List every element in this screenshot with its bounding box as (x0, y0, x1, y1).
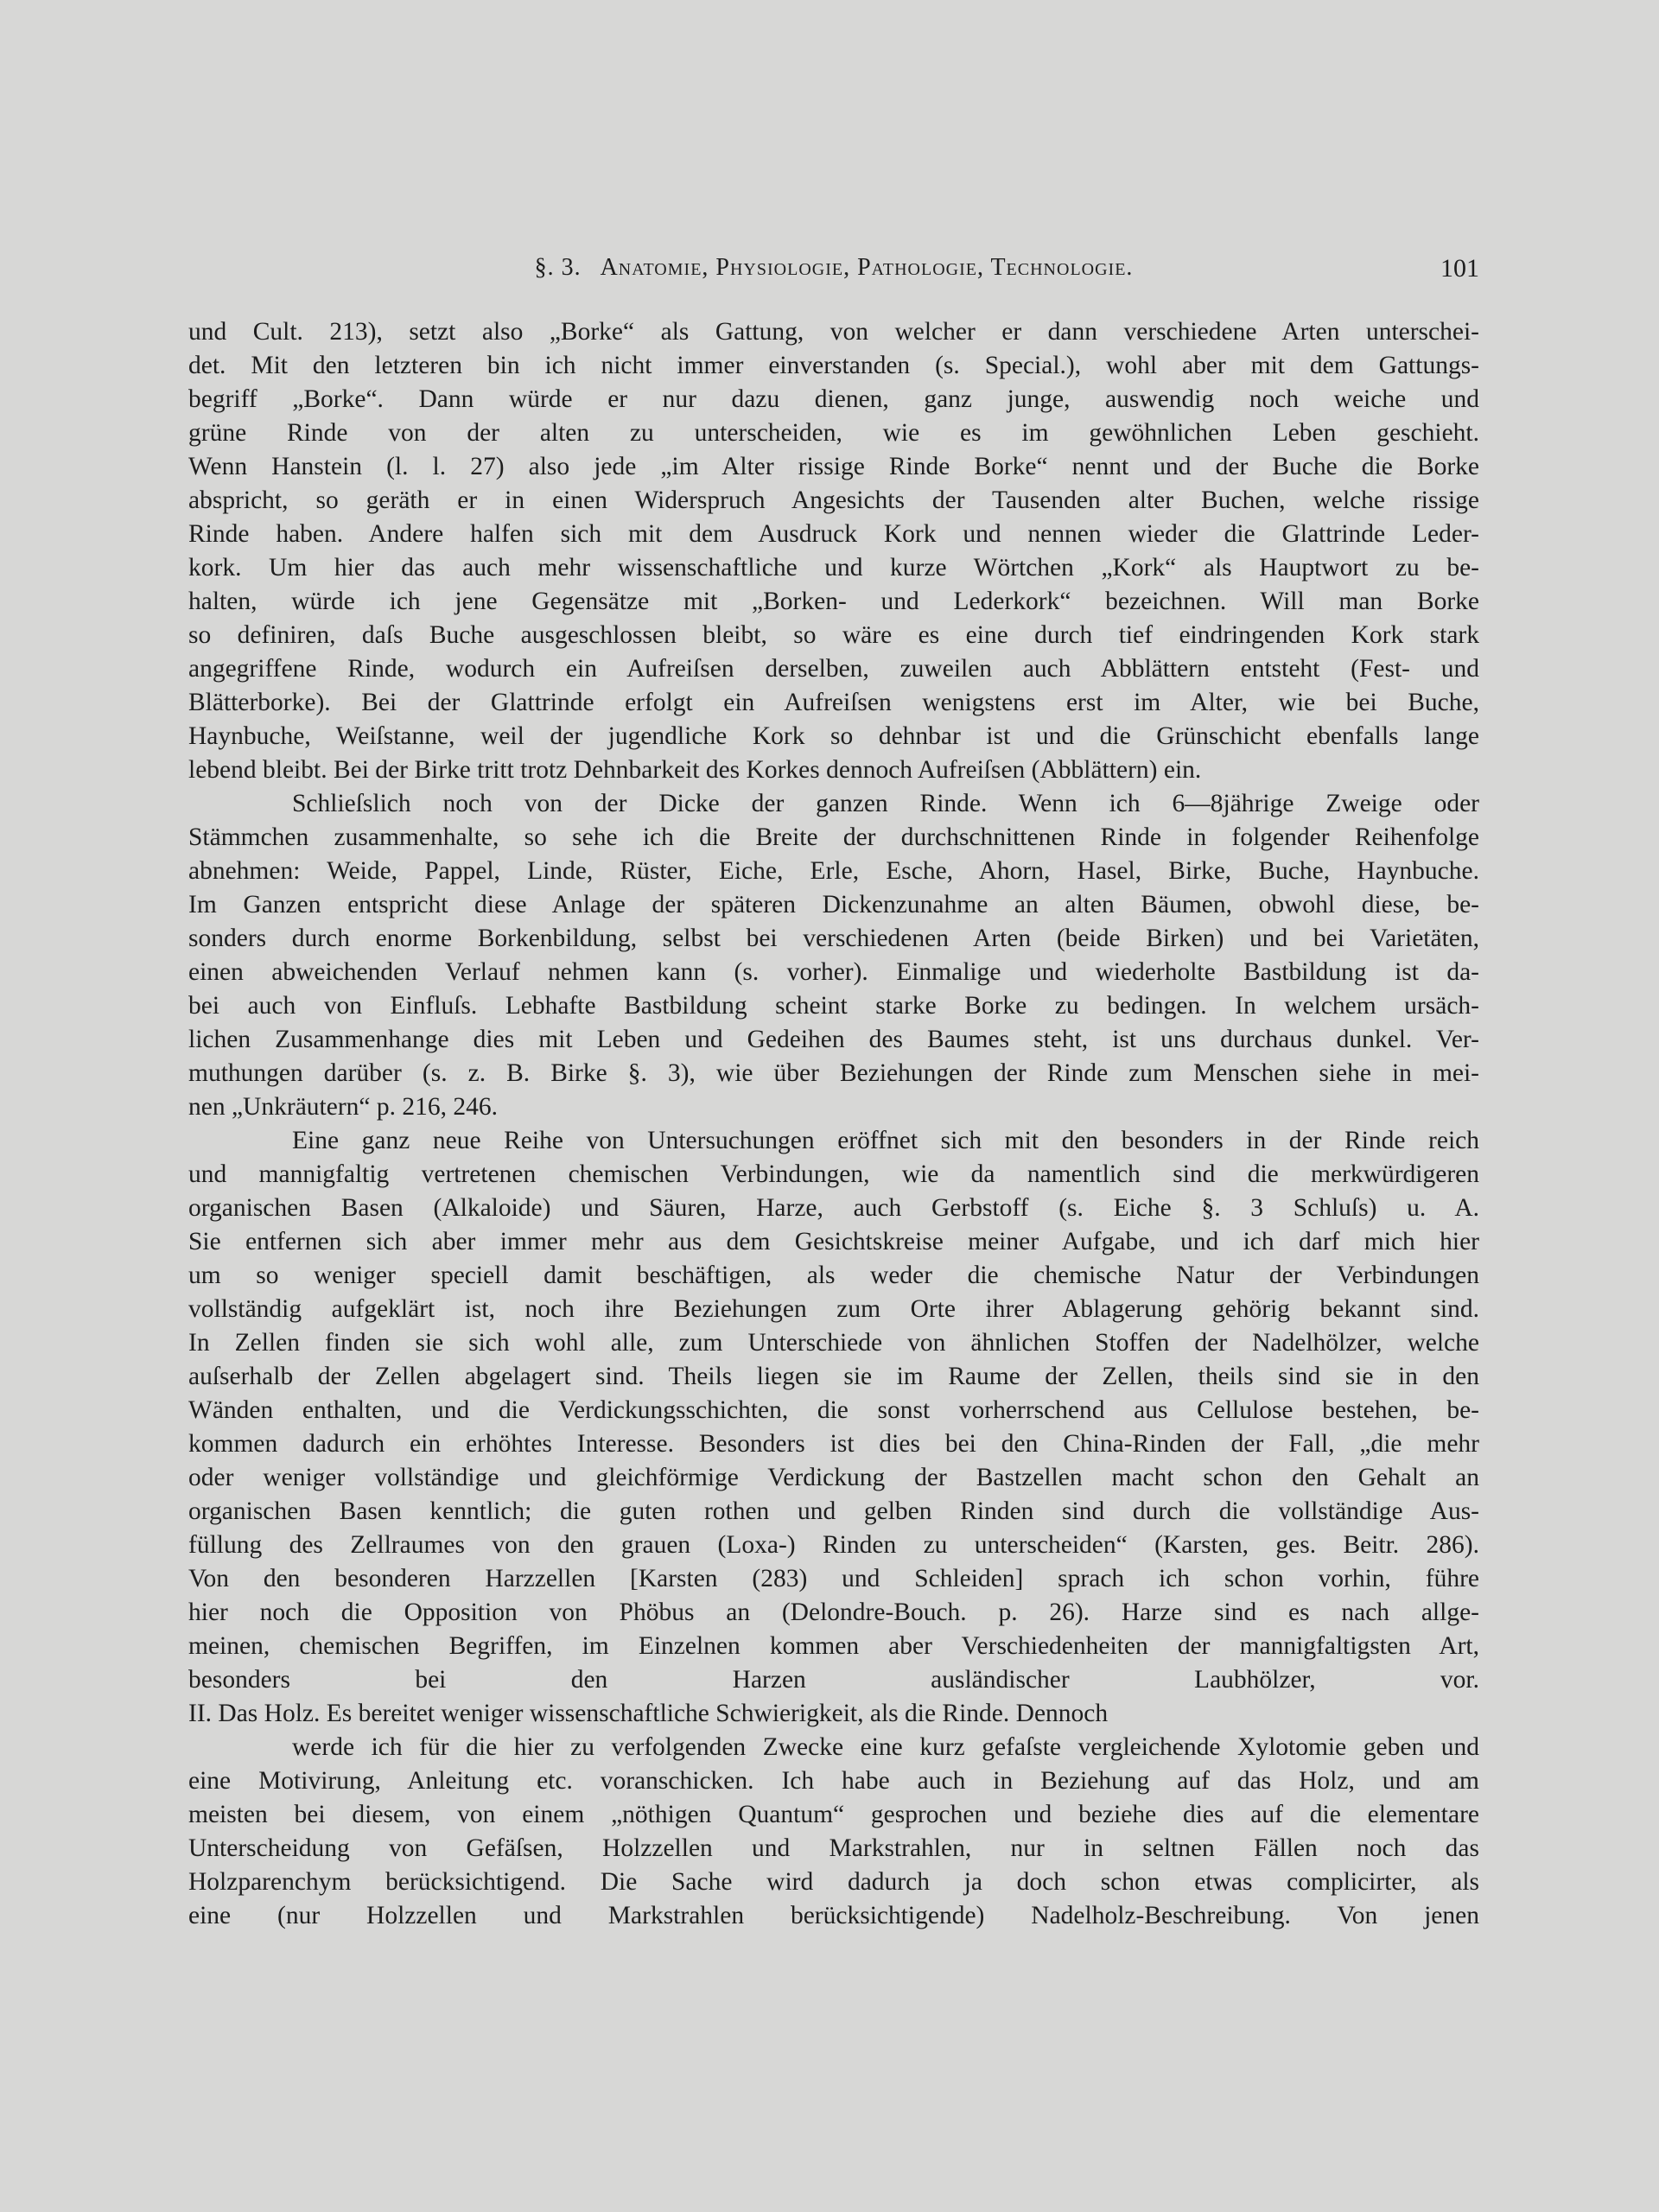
text-line: sonders durch enorme Borkenbildung, selbst bei verschiedenen Arten (beide Birken) und bei Varietäten, (188, 925, 1479, 952)
text-line: angegriffene Rinde, wodurch ein Aufreiſsen derselben, zuweilen auch Abblättern entsteht (Fest- und (188, 655, 1479, 683)
text-line: In Zellen finden sie sich wohl alle, zum Unterschiede von ähnlichen Stoffen der Nadelhölzer, welche (188, 1329, 1479, 1357)
text-line: um so weniger speciell damit beschäftigen, als weder die chemische Natur der Verbindungen (188, 1262, 1479, 1289)
text-line: oder weniger vollständige und gleichförmige Verdickung der Bastzellen macht schon den Gehalt an (188, 1464, 1479, 1491)
text-line: werde ich für die hier zu verfolgenden Zwecke eine kurz gefaſste vergleichende Xylotomie geben und (292, 1733, 1479, 1761)
text-line: abspricht, so geräth er in einen Widerspruch Angesichts der Tausenden alter Buchen, welche rissige (188, 486, 1479, 514)
text-line: Eine ganz neue Reihe von Untersuchungen eröffnet sich mit den besonders in der Rinde reich (292, 1127, 1479, 1154)
text-line: meisten bei diesem, von einem „nöthigen Quantum“ gesprochen und beziehe dies auf die elementare (188, 1801, 1479, 1828)
text-line: und mannigfaltig vertretenen chemischen Verbindungen, wie da namentlich sind die merkwürdigeren (188, 1160, 1479, 1188)
text-line: kork. Um hier das auch mehr wissenschaftliche und kurze Wörtchen „Kork“ als Hauptwort zu be- (188, 554, 1479, 582)
text-line: füllung des Zellraumes von den grauen (Loxa-) Rinden zu unterscheiden“ (Karsten, ges. Beitr. 286). (188, 1531, 1479, 1559)
running-title (188, 254, 1479, 282)
text-line: eine (nur Holzzellen und Markstrahlen berücksichtigende) Nadelholz-Beschreibung. Von jenen (188, 1902, 1479, 1929)
text-line: kommen dadurch ein erhöhtes Interesse. Besonders ist dies bei den China-Rinden der Fall, „die mehr (188, 1430, 1479, 1458)
text-line: lebend bleibt. Bei der Birke tritt trotz Dehnbarkeit des Korkes dennoch Aufreiſsen (Abblättern) ein. (188, 756, 1202, 784)
text-line: abnehmen: Weide, Pappel, Linde, Rüster, Eiche, Erle, Esche, Ahorn, Hasel, Birke, Buche, Haynbuche. (188, 857, 1479, 885)
page-number: 101 (1440, 254, 1479, 283)
text-line: Holzparenchym berücksichtigend. Die Sache wird dadurch ja doch schon etwas complicirter, als (188, 1868, 1479, 1896)
text-line: muthungen darüber (s. z. B. Birke §. 3), wie über Beziehungen der Rinde zum Menschen siehe in mei- (188, 1059, 1479, 1087)
text-line: begriff „Borke“. Dann würde er nur dazu dienen, ganz junge, auswendig noch weiche und (188, 385, 1479, 413)
text-line: Wenn Hanstein (l. l. 27) also jede „im Alter rissige Rinde Borke“ nennt und der Buche die Borke (188, 453, 1479, 480)
text-line: organischen Basen (Alkaloide) und Säuren, Harze, auch Gerbstoff (s. Eiche §. 3 Schluſs) u. A. (188, 1194, 1479, 1222)
text-line: nen „Unkräutern“ p. 216, 246. (188, 1093, 498, 1121)
body-text (188, 315, 1479, 1967)
text-line: hier noch die Opposition von Phöbus an (Delondre-Bouch. p. 26). Harze sind es nach allge- (188, 1599, 1479, 1626)
text-line: lichen Zusammenhange dies mit Leben und Gedeihen des Baumes steht, ist uns durchaus dunkel. Ver- (188, 1026, 1479, 1053)
text-line: Sie entfernen sich aber immer mehr aus dem Gesichtskreise meiner Aufgabe, und ich darf mich hier (188, 1228, 1479, 1255)
text-line: halten, würde ich jene Gegensätze mit „Borken- und Lederkork“ bezeichnen. Will man Borke (188, 588, 1479, 615)
text-line: Unterscheidung von Gefäſsen, Holzzellen und Markstrahlen, nur in seltnen Fällen noch das (188, 1834, 1479, 1862)
text-line: det. Mit den letzteren bin ich nicht immer einverstanden (s. Special.), wohl aber mit dem Gattungs- (188, 352, 1479, 379)
chapter-title: Anatomie, Physiologie, Pathologie, Technologie. (600, 254, 1134, 281)
text-line (188, 1933, 1479, 1967)
text-line: Im Ganzen entspricht diese Anlage der späteren Dickenzunahme an alten Bäumen, obwohl diese, be- (188, 891, 1479, 918)
text-line: eine Motivirung, Anleitung etc. voranschicken. Ich habe auch in Beziehung auf das Holz, und am (188, 1767, 1479, 1795)
text-line: Schlieſslich noch von der Dicke der ganzen Rinde. Wenn ich 6—8jährige Zweige oder (292, 790, 1479, 817)
text-line: Rinde haben. Andere halfen sich mit dem Ausdruck Kork und nennen wieder die Glattrinde Leder- (188, 520, 1479, 548)
text-line: vollständig aufgeklärt ist, noch ihre Beziehungen zum Orte ihrer Ablagerung gehörig bekannt sind. (188, 1295, 1479, 1323)
text-line: besonders bei den Harzen ausländischer Laubhölzer, vor. (188, 1666, 1479, 1694)
text-line: organischen Basen kenntlich; die guten rothen und gelben Rinden sind durch die vollständige Aus- (188, 1497, 1479, 1525)
text-line: II. Das Holz. Es bereitet weniger wissenschaftliche Schwierigkeit, als die Rinde. Dennoch (188, 1700, 1109, 1727)
text-line: grüne Rinde von der alten zu unterscheiden, wie es im gewöhnlichen Leben geschieht. (188, 419, 1479, 447)
text-line: Blätterborke). Bei der Glattrinde erfolgt ein Aufreiſsen wenigstens erst im Alter, wie bei Buche, (188, 689, 1479, 716)
text-line: und Cult. 213), setzt also „Borke“ als Gattung, von welcher er dann verschiedene Arten unterschei- (188, 318, 1479, 346)
text-line: Stämmchen zusammenhalte, so sehe ich die Breite der durchschnittenen Rinde in folgender Reihenfolge (188, 823, 1479, 851)
running-header (188, 254, 1479, 289)
text-line: so definiren, daſs Buche ausgeschlossen bleibt, so wäre es eine durch tief eindringenden Kork stark (188, 621, 1479, 649)
text-line: Von den besonderen Harzzellen [Karsten (283) und Schleiden] sprach ich schon vorhin, führe (188, 1565, 1479, 1592)
text-line: einen abweichenden Verlauf nehmen kann (s. vorher). Einmalige und wiederholte Bastbildung ist da- (188, 958, 1479, 986)
text-line: Haynbuche, Weiſstanne, weil der jugendliche Kork so dehnbar ist und die Grünschicht ebenfalls lange (188, 722, 1479, 750)
text-line: Wänden enthalten, und die Verdickungsschichten, die sonst vorherrschend aus Cellulose bestehen, be- (188, 1396, 1479, 1424)
text-line: bei auch von Einfluſs. Lebhafte Bastbildung scheint starke Borke zu bedingen. In welchem ursäch- (188, 992, 1479, 1020)
text-line: meinen, chemischen Begriffen, im Einzelnen kommen aber Verschiedenheiten der mannigfaltigsten Art, (188, 1632, 1479, 1660)
section-number: §. 3. (534, 254, 582, 281)
text-line: auſserhalb der Zellen abgelagert sind. Theils liegen sie im Raume der Zellen, theils sind sie in den (188, 1363, 1479, 1390)
